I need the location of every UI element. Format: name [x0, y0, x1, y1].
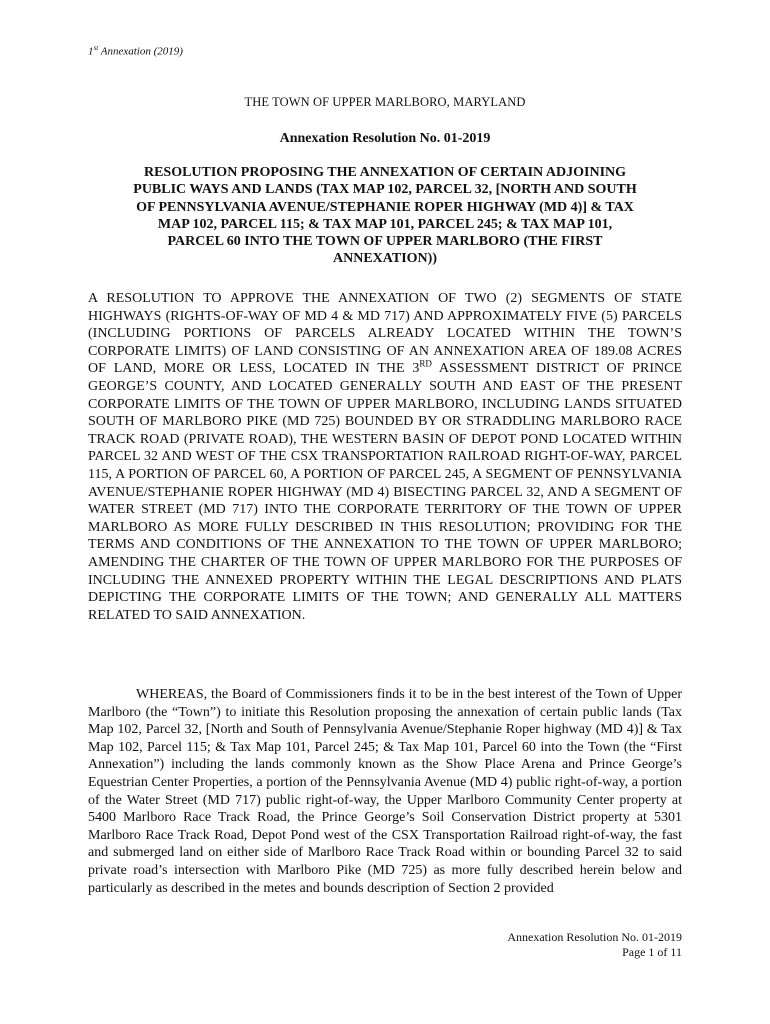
summary-part-2: ASSESSMENT DISTRICT OF PRINCE GEORGE’S COUNTY, AND LOCATED GENERALLY SOUTH AND EAST OF THE PRESENT CORPORATE LIMITS OF THE TOWN OF UPPER MARLBORO, INCLUDING LANDS SITUATED SOUTH OF MARLBORO PIKE (MD 725) BOUNDED BY OR STRADDLING MARLBORO RACE TRACK ROAD (PRIVATE ROAD), THE WESTERN BASIN OF DEPOT POND LOCATED WITHIN PARCEL 32 AND WEST OF THE CSX TRANSPORTATION RAILROAD RIGHT-OF-WAY, PARCEL 115, A PORTION OF PARCEL 60, A PORTION OF PARCEL 245, A SEGMENT OF PENNSYLVANIA AVENUE/STEPHANIE ROPER HIGHWAY (MD 4) BISECTING PARCEL 32, AND A SEGMENT OF WATER STREET (MD 717) INTO THE CORPORATE TERRITORY OF THE TOWN OF UPPER MARLBORO AS MORE FULLY DESCRIBED IN THIS RESOLUTION; PROVIDING FOR THE TERMS AND CONDITIONS OF THE ANNEXATION TO THE TOWN OF UPPER MARLBORO; AMENDING THE CHARTER OF THE TOWN OF UPPER MARLBORO FOR THE PURPOSES OF INCLUDING THE ANNEXED PROPERTY WITHIN THE LEGAL DESCRIPTIONS AND PLATS DEPICTING THE CORPORATE LIMITS OF THE TOWN; AND GENERALLY ALL MATTERS RELATED TO SAID ANNEXATION. [88, 361, 682, 623]
footer-resolution-number: Annexation Resolution No. 01-2019 [507, 930, 682, 944]
footer-page-number: Page 1 of 11 [622, 945, 682, 959]
header-note-superscript: st [93, 44, 99, 52]
resolution-number: Annexation Resolution No. 01-2019 [279, 131, 491, 146]
town-title: THE TOWN OF UPPER MARLBORO, MARYLAND [244, 95, 526, 109]
page-footer [507, 930, 682, 960]
whereas-text: WHEREAS, the Board of Commissioners finds it to be in the best interest of the Town of Upper Marlboro (the “Town”) to initiate this Resolution proposing the annexation of certain public lands (Tax Map 102, Parcel 32, [North and South of Pennsylvania Avenue/Stephanie Roper highway (MD 4)] & Tax Map 102, Parcel 115; & Tax Map 101, Parcel 245; & Tax Map 101, Parcel 60 into the Town (the “First Annexation”) including the lands commonly known as the Show Place Arena and Prince George’s Equestrian Center Properties, a portion of the Pennsylvania Avenue (MD 4) public right-of-way, a portion of the Water Street (MD 717) public right-of-way, the Upper Marlboro Community Center property at 5400 Marlboro Race Track Road, the Prince George’s Soil Conservation District property at 5301 Marlboro Race Track Road, Depot Pond west of the CSX Transportation Railroad right-of-way, the fast and submerged land on either side of Marlboro Race Track Road within or bounding Parcel 32 to said private road’s intersection with Marlboro Pike (MD 725) as more fully described herein below and particularly as described in the metes and bounds description of Section 2 provided [88, 687, 682, 896]
resolution-summary [88, 290, 682, 624]
header-note-prefix: 1 [88, 45, 94, 58]
annexation-header-note [88, 44, 183, 58]
summary-part-1: A RESOLUTION TO APPROVE THE ANNEXATION OF TWO (2) SEGMENTS OF STATE HIGHWAYS (RIGHTS-OF-WAY OF MD 4 & MD 717) AND APPROXIMATELY FIVE (5) PARCELS (INCLUDING PORTIONS OF PARCELS ALREADY LOCATED WITHIN THE TOWN’S CORPORATE LIMITS) OF LAND CONSISTING OF AN ANNEXATION AREA OF 189.08 ACRES OF LAND, MORE OR LESS, LOCATED IN THE 3 [88, 291, 682, 377]
summary-superscript: RD [419, 358, 432, 369]
header-note-rest: Annexation (2019) [98, 45, 183, 58]
whereas-paragraph [88, 686, 682, 897]
resolution-heading: RESOLUTION PROPOSING THE ANNEXATION OF CERTAIN ADJOINING PUBLIC WAYS AND LANDS (TAX MAP 102, PARCEL 32, [NORTH AND SOUTH OF PENNSYLVANIA AVENUE/STEPHANIE ROPER HIGHWAY (MD 4)] & TAX MAP 102, PARCEL 115; & TAX MAP 101, PARCEL 245; & TAX MAP 101, PARCEL 60 INTO THE TOWN OF UPPER MARLBORO (THE FIRST ANNEXATION)) [133, 165, 637, 267]
